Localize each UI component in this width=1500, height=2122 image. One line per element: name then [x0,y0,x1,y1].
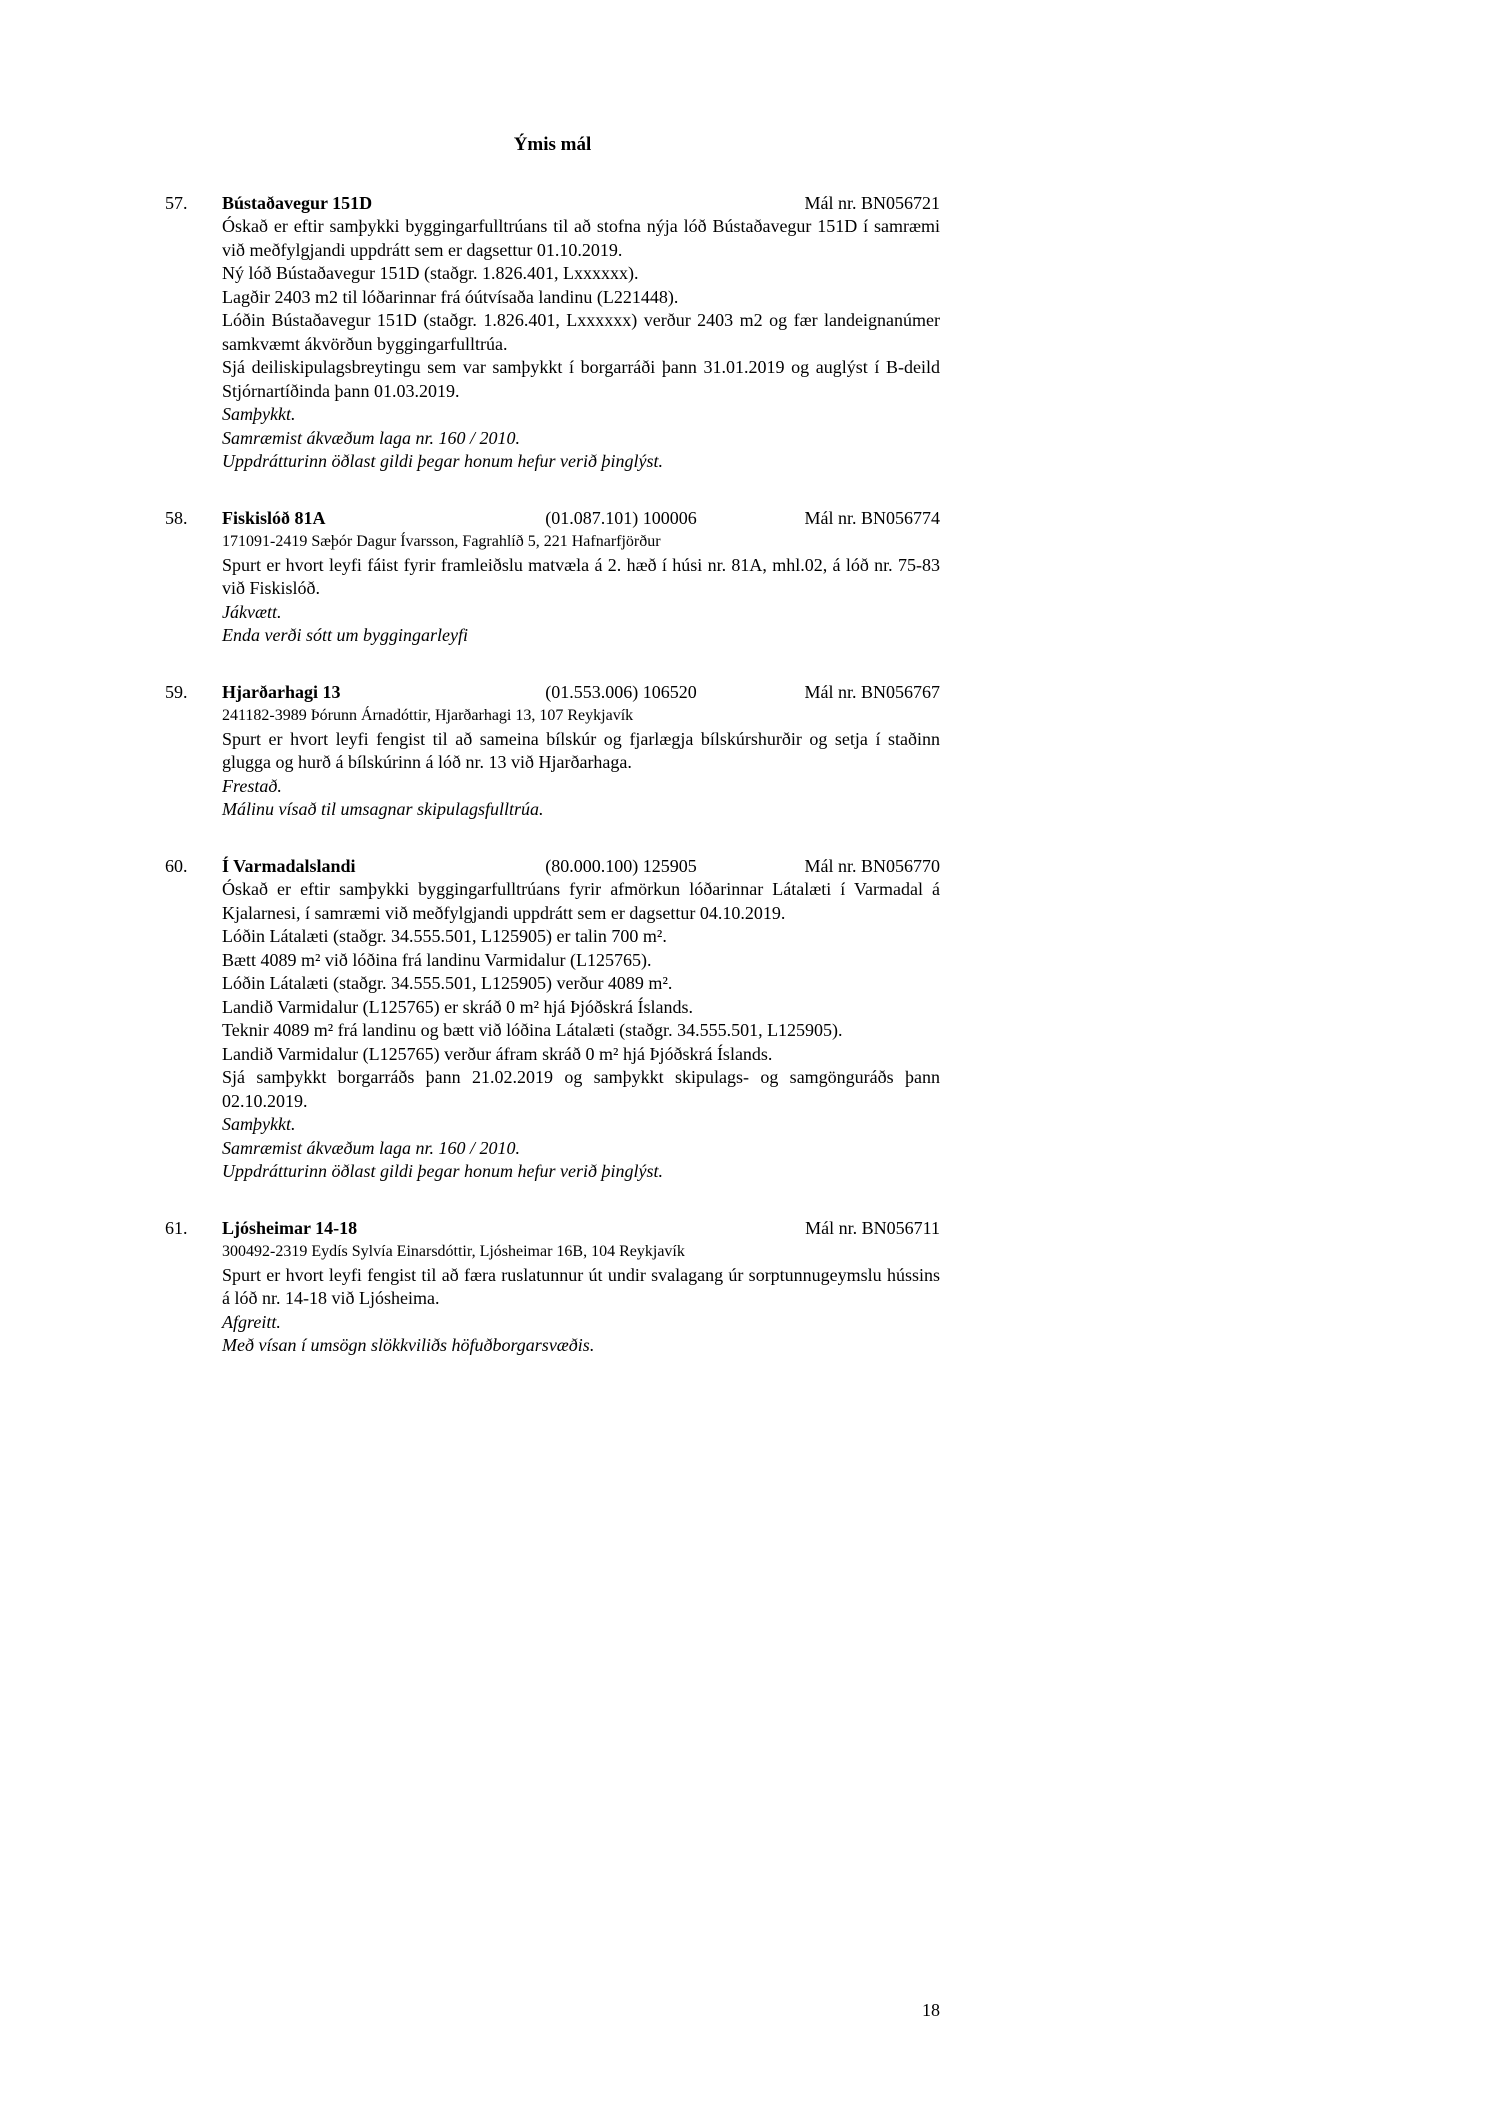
case-contact: 300492-2319 Eydís Sylvía Einarsdóttir, Ljósheimar 16B, 104 Reykjavík [222,1243,685,1260]
case-title: Fiskislóð 81A [222,507,326,528]
case-decision: Samræmist ákvæðum laga nr. 160 / 2010. [222,427,521,448]
case-content [222,878,940,1184]
case-paragraphs [222,215,940,403]
case-decision: Enda verði sótt um byggingarleyfi [222,625,468,645]
case-decision: Málinu vísað til umsagnar skipulagsfulltrúa. [222,799,544,819]
case-index: 57. [165,192,188,213]
case-decision: Samþykkt. [222,1114,296,1134]
case-content [222,1240,940,1358]
case-header-grid [222,855,940,879]
case-title: Bústaðavegur 151D [222,192,373,213]
case-decision: Jákvætt. [222,601,282,622]
case-number: Mál nr. BN056767 [804,681,940,702]
case-decisions [222,1113,940,1184]
case-index: 58. [165,507,188,528]
case-contact: 171091-2419 Sæþór Dagur Ívarsson, Fagrahlíð 5, 221 Hafnarfjörður [222,533,661,550]
case-header [165,507,940,531]
case-decision: Frestað. [222,775,282,796]
case-paragraphs [222,728,940,775]
case-number: Mál nr. BN056774 [804,507,940,528]
page-number: 18 [922,1999,940,2020]
case-paragraph: Spurt er hvort leyfi fengist til að sameina bílskúr og fjarlægja bílskúrshurðir og setja í staðinn glugga og hurð á bílskúrinn á lóð nr. 13 við Hjarðarhaga. [222,728,940,772]
page-title: Ýmis mál [513,134,592,155]
case-index: 61. [165,1217,188,1238]
case-ref: (80.000.100) 125905 [545,855,697,876]
case-paragraph: Óskað er eftir samþykki byggingarfulltrúans til að stofna nýja lóð Bústaðavegur 151D í samræmi við meðfylgjandi uppdrátt sem er dagsettur 01.10.2019. [222,216,940,260]
case-number: Mál nr. BN056711 [805,1217,940,1238]
case-paragraph: Ný lóð Bústaðavegur 151D (staðgr. 1.826.401, Lxxxxxx). [222,263,639,283]
case-content [222,530,940,648]
case-number: Mál nr. BN056770 [804,855,940,876]
case-decisions [222,403,940,474]
case-item [165,507,940,648]
case-header [165,1217,940,1241]
case-paragraph: Landið Varmidalur (L125765) verður áfram skráð 0 m² hjá Þjóðskrá Íslands. [222,1043,773,1064]
case-header [165,681,940,705]
case-decision: Uppdrátturinn öðlast gildi þegar honum hefur verið þinglýst. [222,1161,663,1181]
case-content [222,215,940,474]
case-paragraph: Lóðin Látalæti (staðgr. 34.555.501, L125905) er talin 700 m². [222,926,667,946]
case-paragraph: Spurt er hvort leyfi fengist til að færa ruslatunnur út undir svalagang úr sorptunnugeymslu hússins á lóð nr. 14-18 við Ljósheima. [222,1264,940,1308]
case-paragraph: Lóðin Bústaðavegur 151D (staðgr. 1.826.401, Lxxxxxx) verður 2403 m2 og fær landeignanúmer samkvæmt ákvörðun byggingarfulltrúa. [222,310,940,354]
case-header [165,855,940,879]
case-title: Í Varmadalslandi [222,855,356,876]
case-ref: (01.553.006) 106520 [545,681,697,702]
case-header-grid [222,1217,940,1241]
case-item [165,855,940,1184]
case-paragraph: Lagðir 2403 m2 til lóðarinnar frá óútvísaða landinu (L221448). [222,286,679,307]
case-header-grid [222,507,940,531]
case-paragraph: Sjá deiliskipulagsbreytingu sem var samþykkt í borgarráði þann 31.01.2019 og auglýst í B-deild Stjórnartíðinda þann 01.03.2019. [222,357,940,401]
case-paragraph: Bætt 4089 m² við lóðina frá landinu Varmidalur (L125765). [222,949,652,970]
case-decision: Uppdrátturinn öðlast gildi þegar honum hefur verið þinglýst. [222,451,663,471]
case-number: Mál nr. BN056721 [804,192,940,213]
case-paragraphs [222,554,940,601]
case-decisions [222,775,940,822]
case-item [165,1217,940,1358]
case-paragraph: Spurt er hvort leyfi fáist fyrir framleiðslu matvæla á 2. hæð í húsi nr. 81A, mhl.02, á lóð nr. 75-83 við Fiskislóð. [222,554,940,598]
case-decisions [222,1311,940,1358]
case-decision: Með vísan í umsögn slökkviliðs höfuðborgarsvæðis. [222,1335,595,1355]
case-content [222,704,940,822]
case-title: Ljósheimar 14-18 [222,1217,358,1238]
case-paragraph: Sjá samþykkt borgarráðs þann 21.02.2019 og samþykkt skipulags- og samgönguráðs þann 02.10.2019. [222,1067,940,1111]
case-paragraph: Lóðin Látalæti (staðgr. 34.555.501, L125905) verður 4089 m². [222,973,673,993]
case-header-grid [222,192,940,216]
case-decision: Samþykkt. [222,404,296,424]
case-paragraphs [222,878,940,1113]
case-index: 59. [165,681,188,702]
case-ref: (01.087.101) 100006 [545,507,697,528]
case-title: Hjarðarhagi 13 [222,681,341,702]
case-paragraph: Landið Varmidalur (L125765) er skráð 0 m² hjá Þjóðskrá Íslands. [222,996,693,1017]
case-header-grid [222,681,940,705]
case-paragraph: Teknir 4089 m² frá landinu og bætt við lóðina Látalæti (staðgr. 34.555.501, L125905). [222,1020,843,1040]
case-item [165,192,940,474]
case-decision: Afgreitt. [222,1311,281,1332]
case-index: 60. [165,855,188,876]
case-contact: 241182-3989 Þórunn Árnadóttir, Hjarðarhagi 13, 107 Reykjavík [222,707,634,724]
case-paragraph: Óskað er eftir samþykki byggingarfulltrúans fyrir afmörkun lóðarinnar Látalæti í Varmadal á Kjalarnesi, í samræmi við meðfylgjandi uppdrátt sem er dagsettur 04.10.2019. [222,879,940,923]
case-paragraphs [222,1264,940,1311]
case-list [165,192,940,1358]
case-decisions [222,601,940,648]
case-header [165,192,940,216]
case-decision: Samræmist ákvæðum laga nr. 160 / 2010. [222,1137,521,1158]
case-item [165,681,940,822]
